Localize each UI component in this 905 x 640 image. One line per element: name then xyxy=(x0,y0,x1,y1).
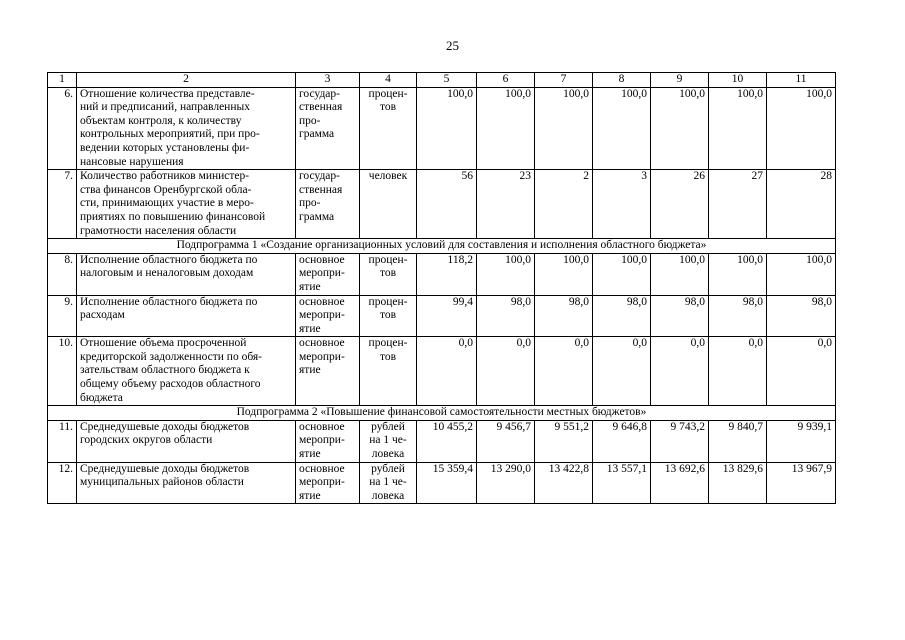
value-col-7: 100,0 xyxy=(535,87,593,170)
column-number-4: 4 xyxy=(360,73,417,88)
row-number: 7. xyxy=(48,170,77,239)
subprogram-title: Подпрограмма 2 «Повышение финансовой самостоятельности местных бюджетов» xyxy=(48,406,836,421)
value-col-7: 9 551,2 xyxy=(535,420,593,462)
value-col-5: 100,0 xyxy=(417,87,477,170)
value-col-5: 15 359,4 xyxy=(417,462,477,504)
table-row xyxy=(48,170,836,239)
table-row xyxy=(48,253,836,295)
indicator-type: основное меропри- ятие xyxy=(296,253,360,295)
value-col-9: 0,0 xyxy=(651,337,709,406)
subprogram-row xyxy=(48,239,836,254)
value-col-7: 98,0 xyxy=(535,295,593,337)
value-col-6: 0,0 xyxy=(477,337,535,406)
indicator-type: основное меропри- ятие xyxy=(296,295,360,337)
value-col-9: 100,0 xyxy=(651,87,709,170)
indicator-name: Среднедушевые доходы бюджетов муниципальных районов области xyxy=(77,462,296,504)
value-col-8: 13 557,1 xyxy=(593,462,651,504)
page-number: 25 xyxy=(446,38,459,53)
subprogram-title: Подпрограмма 1 «Создание организационных условий для составления и исполнения областного бюджета» xyxy=(48,239,836,254)
table-row xyxy=(48,295,836,337)
indicator-name: Количество работников министер- ства финансов Оренбургской обла- сти, принимающих участие в меро- приятиях по повышению финансовой грамотности населения области xyxy=(77,170,296,239)
value-col-9: 100,0 xyxy=(651,253,709,295)
value-col-10: 98,0 xyxy=(709,295,767,337)
value-col-11: 0,0 xyxy=(767,337,836,406)
indicator-type: основное меропри- ятие xyxy=(296,420,360,462)
value-col-8: 9 646,8 xyxy=(593,420,651,462)
value-col-10: 100,0 xyxy=(709,87,767,170)
indicator-name: Отношение количества представле- ний и предписаний, направленных объектам контроля, к количеству контрольных мероприятий, при про- ведении которых установлены фи- нансовые нарушения xyxy=(77,87,296,170)
value-col-7: 0,0 xyxy=(535,337,593,406)
column-number-3: 3 xyxy=(296,73,360,88)
value-col-8: 100,0 xyxy=(593,87,651,170)
value-col-8: 98,0 xyxy=(593,295,651,337)
value-col-11: 9 939,1 xyxy=(767,420,836,462)
column-number-2: 2 xyxy=(77,73,296,88)
value-col-5: 99,4 xyxy=(417,295,477,337)
value-col-11: 13 967,9 xyxy=(767,462,836,504)
unit-of-measure: процен- тов xyxy=(360,253,417,295)
value-col-11: 28 xyxy=(767,170,836,239)
value-col-10: 13 829,6 xyxy=(709,462,767,504)
indicator-type: основное меропри- ятие xyxy=(296,337,360,406)
row-number: 8. xyxy=(48,253,77,295)
indicator-name: Среднедушевые доходы бюджетов городских округов области xyxy=(77,420,296,462)
value-col-6: 23 xyxy=(477,170,535,239)
unit-of-measure: процен- тов xyxy=(360,87,417,170)
column-number-10: 10 xyxy=(709,73,767,88)
unit-of-measure: процен- тов xyxy=(360,295,417,337)
value-col-9: 13 692,6 xyxy=(651,462,709,504)
row-number: 10. xyxy=(48,337,77,406)
table-row xyxy=(48,420,836,462)
value-col-8: 3 xyxy=(593,170,651,239)
indicators-table xyxy=(47,72,836,504)
row-number: 6. xyxy=(48,87,77,170)
indicator-name: Исполнение областного бюджета по налоговым и неналоговым доходам xyxy=(77,253,296,295)
value-col-5: 56 xyxy=(417,170,477,239)
table-row xyxy=(48,337,836,406)
column-number-7: 7 xyxy=(535,73,593,88)
unit-of-measure: рублей на 1 че- ловека xyxy=(360,420,417,462)
value-col-11: 100,0 xyxy=(767,253,836,295)
value-col-6: 98,0 xyxy=(477,295,535,337)
indicator-type: государ- ственная про- грамма xyxy=(296,87,360,170)
value-col-8: 100,0 xyxy=(593,253,651,295)
value-col-10: 9 840,7 xyxy=(709,420,767,462)
indicator-type: основное меропри- ятие xyxy=(296,462,360,504)
value-col-7: 13 422,8 xyxy=(535,462,593,504)
unit-of-measure: человек xyxy=(360,170,417,239)
value-col-6: 100,0 xyxy=(477,253,535,295)
value-col-5: 10 455,2 xyxy=(417,420,477,462)
value-col-10: 0,0 xyxy=(709,337,767,406)
column-number-row xyxy=(48,73,836,88)
value-col-6: 13 290,0 xyxy=(477,462,535,504)
unit-of-measure: рублей на 1 че- ловека xyxy=(360,462,417,504)
value-col-9: 9 743,2 xyxy=(651,420,709,462)
column-number-11: 11 xyxy=(767,73,836,88)
row-number: 9. xyxy=(48,295,77,337)
row-number: 11. xyxy=(48,420,77,462)
table-row xyxy=(48,462,836,504)
value-col-6: 100,0 xyxy=(477,87,535,170)
value-col-7: 100,0 xyxy=(535,253,593,295)
value-col-11: 98,0 xyxy=(767,295,836,337)
value-col-8: 0,0 xyxy=(593,337,651,406)
indicator-name: Исполнение областного бюджета по расходам xyxy=(77,295,296,337)
table-row xyxy=(48,87,836,170)
row-number: 12. xyxy=(48,462,77,504)
value-col-5: 0,0 xyxy=(417,337,477,406)
value-col-6: 9 456,7 xyxy=(477,420,535,462)
value-col-7: 2 xyxy=(535,170,593,239)
value-col-9: 26 xyxy=(651,170,709,239)
indicator-type: государ- ственная про- грамма xyxy=(296,170,360,239)
value-col-10: 100,0 xyxy=(709,253,767,295)
subprogram-row xyxy=(48,406,836,421)
indicator-name: Отношение объема просроченной кредиторской задолженности по обя- зательствам областного бюджета к общему объему расходов областного бюджета xyxy=(77,337,296,406)
value-col-5: 118,2 xyxy=(417,253,477,295)
value-col-9: 98,0 xyxy=(651,295,709,337)
column-number-8: 8 xyxy=(593,73,651,88)
column-number-6: 6 xyxy=(477,73,535,88)
column-number-5: 5 xyxy=(417,73,477,88)
value-col-11: 100,0 xyxy=(767,87,836,170)
value-col-10: 27 xyxy=(709,170,767,239)
unit-of-measure: процен- тов xyxy=(360,337,417,406)
column-number-9: 9 xyxy=(651,73,709,88)
column-number-1: 1 xyxy=(48,73,77,88)
